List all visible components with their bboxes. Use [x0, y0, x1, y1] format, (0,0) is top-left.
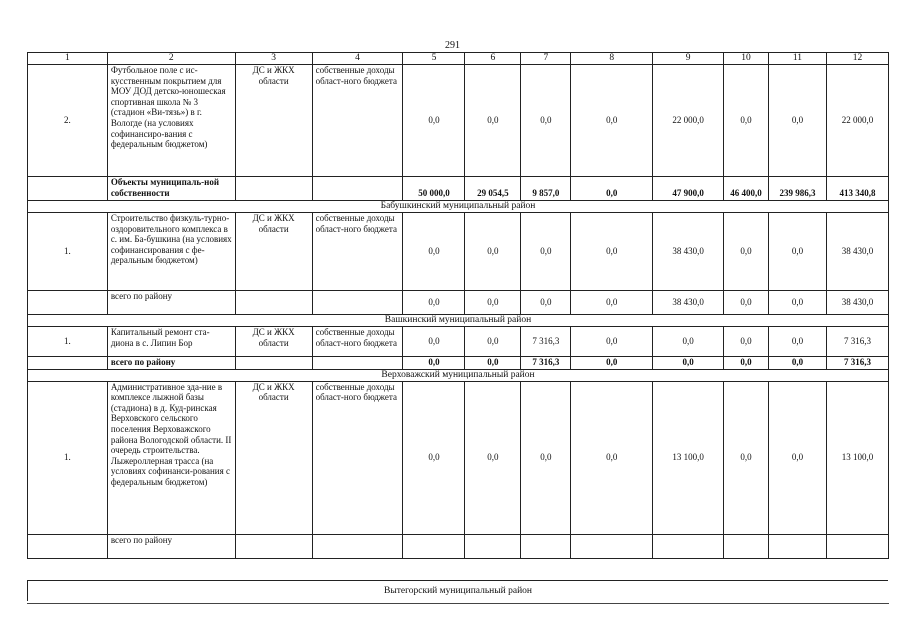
total-value-col-7: [521, 534, 571, 558]
total-value-col-12: 413 340,8: [826, 177, 888, 201]
funding-source-cell: собственные доходы област-ного бюджета: [312, 213, 403, 291]
value-col-12: 7 316,3: [826, 327, 888, 357]
table-row: [28, 65, 889, 177]
total-value-col-8: [571, 534, 653, 558]
total-value-col-12: 38 430,0: [826, 291, 888, 315]
total-value-col-10: 0,0: [724, 357, 769, 370]
total-index-cell: [28, 177, 108, 201]
total-value-col-6: 29 054,5: [465, 177, 521, 201]
total-value-col-8: 0,0: [571, 357, 653, 370]
total-value-col-12: 7 316,3: [826, 357, 888, 370]
total-value-col-9: 38 430,0: [653, 291, 724, 315]
budget-table-frame: [27, 52, 889, 604]
value-col-5: 0,0: [403, 213, 465, 291]
total-index-cell: [28, 357, 108, 370]
value-col-10: 0,0: [724, 213, 769, 291]
value-col-10: 0,0: [724, 327, 769, 357]
value-col-8: 0,0: [571, 381, 653, 534]
total-value-col-10: 46 400,0: [724, 177, 769, 201]
column-number-1: 1: [28, 53, 108, 65]
customer-cell: ДС и ЖКХ области: [235, 65, 312, 177]
total-index-cell: [28, 291, 108, 315]
column-number-3: 3: [235, 53, 312, 65]
object-name: Строительство физкуль-турно-оздоровительного комплекса в с. им. Ба-бушкина (на условиях софинансирования с фе-деральным бюджетом): [107, 213, 235, 291]
row-index: 2.: [28, 65, 108, 177]
column-number-10: 10: [724, 53, 769, 65]
section-title: Верховажский муниципальный район: [28, 369, 889, 381]
row-index: 1.: [28, 327, 108, 357]
row-index: 1.: [28, 213, 108, 291]
value-col-11: 0,0: [768, 65, 826, 177]
value-col-8: 0,0: [571, 213, 653, 291]
total-customer-cell: [235, 177, 312, 201]
value-col-6: 0,0: [465, 381, 521, 534]
total-value-col-10: [724, 534, 769, 558]
customer-cell: ДС и ЖКХ области: [235, 327, 312, 357]
value-col-5: 0,0: [403, 65, 465, 177]
value-col-11: 0,0: [768, 213, 826, 291]
section-header-row: [28, 201, 889, 213]
total-value-col-5: 50 000,0: [403, 177, 465, 201]
total-value-col-7: 0,0: [521, 291, 571, 315]
total-source-cell: [312, 291, 403, 315]
total-value-col-11: 0,0: [768, 357, 826, 370]
total-value-col-12: [826, 534, 888, 558]
value-col-5: 0,0: [403, 327, 465, 357]
value-col-7: 0,0: [521, 381, 571, 534]
table-row: [28, 381, 889, 534]
table-row: [28, 213, 889, 291]
total-label: Объекты муниципаль-ной собственности: [107, 177, 235, 201]
total-value-col-5: 0,0: [403, 291, 465, 315]
section-header-vytegorsky: Вытегорский муниципальный район: [27, 580, 888, 601]
total-source-cell: [312, 534, 403, 558]
value-col-11: 0,0: [768, 381, 826, 534]
total-customer-cell: [235, 357, 312, 370]
value-col-7: 0,0: [521, 213, 571, 291]
value-col-6: 0,0: [465, 65, 521, 177]
section-header-row: [28, 369, 889, 381]
value-col-8: 0,0: [571, 65, 653, 177]
total-row: [28, 357, 889, 370]
total-label: всего по району: [107, 534, 235, 558]
total-value-col-10: 0,0: [724, 291, 769, 315]
total-value-col-8: 0,0: [571, 177, 653, 201]
total-value-col-11: 0,0: [768, 291, 826, 315]
total-value-col-7: 9 857,0: [521, 177, 571, 201]
total-row: [28, 177, 889, 201]
customer-cell: ДС и ЖКХ области: [235, 381, 312, 534]
total-value-col-7: 7 316,3: [521, 357, 571, 370]
value-col-5: 0,0: [403, 381, 465, 534]
customer-cell: ДС и ЖКХ области: [235, 213, 312, 291]
total-value-col-9: [653, 534, 724, 558]
total-value-col-11: 239 986,3: [768, 177, 826, 201]
total-row: [28, 534, 889, 558]
column-number-11: 11: [768, 53, 826, 65]
object-name: Административное зда-ние в комплексе лыжной базы (стадиона) в д. Куд-ринская Верховского сельского поселения Верховажского района Вологодской области. II очередь строительства. Лыжероллерная трасса (на условиях софинанси-рования с федеральным бюджетом): [107, 381, 235, 534]
column-number-9: 9: [653, 53, 724, 65]
object-name: Капитальный ремонт ста-диона в с. Липин Бор: [107, 327, 235, 357]
total-value-col-5: [403, 534, 465, 558]
value-col-7: 0,0: [521, 65, 571, 177]
total-value-col-6: 0,0: [465, 357, 521, 370]
total-customer-cell: [235, 291, 312, 315]
total-label: всего по району: [107, 357, 235, 370]
value-col-12: 38 430,0: [826, 213, 888, 291]
total-value-col-6: 0,0: [465, 291, 521, 315]
section-title: Бабушкинский муниципальный район: [28, 201, 889, 213]
value-col-10: 0,0: [724, 381, 769, 534]
value-col-9: 13 100,0: [653, 381, 724, 534]
total-value-col-5: 0,0: [403, 357, 465, 370]
value-col-10: 0,0: [724, 65, 769, 177]
table-row: [28, 327, 889, 357]
column-number-6: 6: [465, 53, 521, 65]
funding-source-cell: собственные доходы област-ного бюджета: [312, 381, 403, 534]
column-number-2: 2: [107, 53, 235, 65]
column-number-12: 12: [826, 53, 888, 65]
total-value-col-9: 0,0: [653, 357, 724, 370]
value-col-12: 13 100,0: [826, 381, 888, 534]
object-name: Футбольное поле с ис-кусственным покрытием для МОУ ДОД детско-юношеская спортивная школа № 3 (стадион «Ви-тязь») в г. Вологде (на условиях софинансиро-вания с федеральным бюджетом): [107, 65, 235, 177]
budget-table: [27, 52, 889, 559]
column-number-8: 8: [571, 53, 653, 65]
total-value-col-8: 0,0: [571, 291, 653, 315]
row-index: 1.: [28, 381, 108, 534]
value-col-7: 7 316,3: [521, 327, 571, 357]
total-value-col-11: [768, 534, 826, 558]
funding-source-cell: собственные доходы област-ного бюджета: [312, 327, 403, 357]
value-col-11: 0,0: [768, 327, 826, 357]
bottom-rule: [27, 603, 889, 604]
section-title: Вашкинский муниципальный район: [28, 315, 889, 327]
column-number-5: 5: [403, 53, 465, 65]
total-row: [28, 291, 889, 315]
funding-source-cell: собственные доходы област-ного бюджета: [312, 65, 403, 177]
total-source-cell: [312, 357, 403, 370]
total-index-cell: [28, 534, 108, 558]
column-number-7: 7: [521, 53, 571, 65]
total-value-col-6: [465, 534, 521, 558]
value-col-9: 0,0: [653, 327, 724, 357]
value-col-9: 38 430,0: [653, 213, 724, 291]
page-number: 291: [445, 40, 460, 51]
total-source-cell: [312, 177, 403, 201]
value-col-8: 0,0: [571, 327, 653, 357]
total-customer-cell: [235, 534, 312, 558]
section-header-row: [28, 315, 889, 327]
value-col-6: 0,0: [465, 213, 521, 291]
column-number-row: [28, 53, 889, 65]
total-value-col-9: 47 900,0: [653, 177, 724, 201]
column-number-4: 4: [312, 53, 403, 65]
value-col-9: 22 000,0: [653, 65, 724, 177]
value-col-12: 22 000,0: [826, 65, 888, 177]
total-label: всего по району: [107, 291, 235, 315]
value-col-6: 0,0: [465, 327, 521, 357]
